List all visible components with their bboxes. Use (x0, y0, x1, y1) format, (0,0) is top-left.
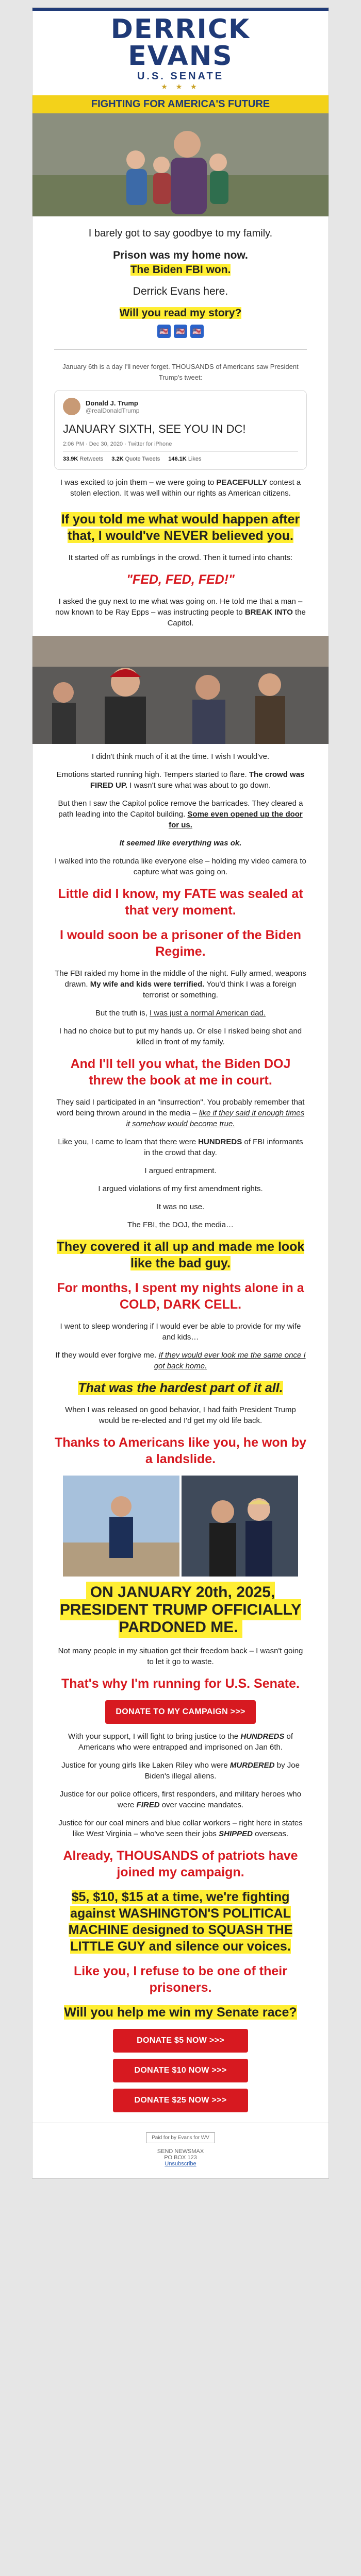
flag-row (54, 325, 307, 338)
pardon-p3: Justice for young girls like Laken Riley who were MURDERED by Joe Biden's illegal aliens. (61, 1761, 300, 1781)
tweet-retweets-label: Retweets (79, 456, 104, 462)
story-p2: It started off as rumblings in the crowd. Then it turned into chants: (68, 553, 293, 562)
intro-line3: The Biden FBI won. (130, 264, 231, 276)
story-p11: I had no choice but to put my hands up. Or else I risked being shot and killed in front of my family. (59, 1027, 302, 1046)
story-p1: I was excited to join them – we were going to PEACEFULLY contest a stolen election. It was well within our rights as American citizens. (60, 478, 301, 498)
story-highlight1: If you told me what would happen after that, I would've NEVER believed you. (61, 512, 300, 543)
story-p4: I didn't think much of it at the time. I wish I would've. (91, 752, 270, 761)
header-slogan: FIGHTING FOR AMERICA'S FUTURE (32, 95, 329, 113)
release-photos (32, 1476, 329, 1577)
tweet-author-name: Donald J. Trump (86, 399, 138, 407)
intro-line2: Prison was my home now. (113, 249, 248, 261)
story-red3: And I'll tell you what, the Biden DOJ threw the book at me in court. (70, 1057, 291, 1088)
avatar (63, 398, 80, 415)
donate-campaign-button[interactable]: DONATE TO MY CAMPAIGN >>> (105, 1700, 256, 1724)
tweet-quotes-count: 3.2K (111, 456, 124, 462)
pardon-refuse: Like you, I refuse to be one of their prisoners. (74, 1964, 287, 1995)
footer-line2: SEND NEWSMAX (157, 2148, 204, 2155)
tweet-likes-count: 146.1K (168, 456, 187, 462)
story-p14: I argued entrapment. (144, 1166, 217, 1175)
pardon-joined: Already, THOUSANDS of patriots have joined my campaign. (63, 1849, 298, 1879)
story-p15: I argued violations of my first amendment rights. (98, 1184, 263, 1193)
story-red4: For months, I spent my nights alone in a COLD, DARK CELL. (57, 1281, 304, 1312)
footer-line3: PO BOX 123 (164, 2155, 197, 2161)
story-p8: I walked into the rotunda like everyone else – holding my video camera to capture what was going on. (55, 857, 306, 876)
pardon-p5: Justice for our coal miners and blue collar workers – right here in states like West Virginia – who've seen their jobs SHIPPED overseas. (58, 1819, 303, 1838)
header-first-name: DERRICK (110, 14, 251, 45)
story-section (32, 477, 329, 629)
story-highlight2: They covered it all up and made me look like the bad guy. (56, 1240, 305, 1270)
release-photo-right (182, 1476, 298, 1577)
story-p19: If they would ever forgive me. If they would ever look me the same once I got back home. (55, 1351, 306, 1370)
story-p3: I asked the guy next to me what was going on. He told me that a man – now known to be Ray Epps – was instructing people to BREAK INTO the Capitol. (55, 597, 306, 628)
pardon-headline: ON JANUARY 20th, 2025, PRESIDENT TRUMP OFFICIALLY PARDONED ME. (60, 1582, 301, 1638)
pardon-p1: Not many people in my situation get their freedom back – I wasn't going to let it go to waste. (58, 1647, 303, 1666)
us-flag-icon: 🇺🇸 (174, 325, 187, 338)
unsubscribe-link[interactable]: Unsubscribe (165, 2161, 196, 2167)
capitol-crowd-photo (32, 636, 329, 744)
pardon-help: Will you help me win my Senate race? (64, 2005, 297, 2020)
campaign-header (32, 8, 329, 113)
paid-for-disclaimer: Paid for by Evans for WV (146, 2132, 215, 2143)
story-red2: I would soon be a prisoner of the Biden Regime. (59, 928, 302, 959)
pardon-p4: Justice for our police officers, first responders, and military heroes who were FIRED over vaccine mandates. (59, 1790, 302, 1809)
story-p10: But the truth is, I was just a normal American dad. (95, 1009, 266, 1018)
intro-line5: Will you read my story? (119, 307, 242, 319)
pardon-highlight: $5, $10, $15 at a time, we're fighting against WASHINGTON'S POLITICAL MACHINE designed to SQUASH THE LITTLE GUY and silence our voices. (68, 1890, 293, 1954)
story-highlight3: That was the hardest part of it all. (78, 1381, 283, 1395)
donate-5-button[interactable]: DONATE $5 NOW >>> (113, 2029, 248, 2053)
tweet-stats (63, 452, 298, 462)
header-senate: U.S. SENATE (137, 71, 224, 82)
embedded-tweet[interactable] (54, 390, 307, 470)
story-p6: But then I saw the Capitol police remove the barricades. They cleared a path leading into the Capitol building. Some even opened up the door for us. (58, 799, 303, 829)
pardon-running: That's why I'm running for U.S. Senate. (61, 1676, 300, 1691)
donate-25-button[interactable]: DONATE $25 NOW >>> (113, 2089, 248, 2112)
story-red1: Little did I know, my FATE was sealed at that very moment. (58, 887, 303, 918)
tweet-meta: 2:06 PM · Dec 30, 2020 · Twitter for iPhone (63, 441, 298, 452)
tweet-likes-label: Likes (188, 456, 202, 462)
story-p9: The FBI raided my home in the middle of the night. Fully armed, weapons drawn. My wife and kids were terrified. You'd think I was a foreign terrorist or something. (55, 969, 306, 999)
story-red5: Thanks to Americans like you, he won by a landslide. (54, 1435, 307, 1466)
donate-10-button[interactable]: DONATE $10 NOW >>> (113, 2059, 248, 2082)
story-p5: Emotions started running high. Tempers started to flare. The crowd was FIRED UP. I wasn't sure what was about to go down. (56, 770, 305, 790)
story-p16: It was no use. (156, 1202, 205, 1211)
story-p18: I went to sleep wondering if I would ever be able to provide for my wife and kids… (60, 1322, 301, 1342)
email-container (32, 7, 329, 2179)
story-p12: They said I participated in an "insurrection". You probably remember that word being thrown around in the media – like if they said it enough times it somehow would become true. (56, 1098, 305, 1128)
story-p13: Like you, I came to learn that there were HUNDREDS of FBI informants in the crowd that day. (58, 1138, 303, 1157)
divider (54, 349, 307, 350)
intro-line1: I barely got to say goodbye to my family. (88, 228, 273, 239)
release-photo-left (63, 1476, 179, 1577)
us-flag-icon: 🇺🇸 (157, 325, 171, 338)
context-text: January 6th is a day I'll never forget. THOUSANDS of Americans saw President Trump's tweet: (62, 363, 299, 381)
intro-line4: Derrick Evans here. (133, 285, 228, 297)
story-p7: It seemed like everything was ok. (119, 839, 242, 848)
header-last-name: EVANS (128, 41, 233, 72)
tweet-retweets-count: 33.9K (63, 456, 78, 462)
pardon-p2: With your support, I will fight to bring justice to the HUNDREDS of Americans who were entrapped and imprisoned on Jan 6th. (68, 1732, 293, 1752)
family-photo (32, 113, 329, 216)
story-p20: When I was released on good behavior, I had faith President Trump would be re-elected and I'd get my old life back. (65, 1405, 296, 1425)
tweet-quotes-label: Quote Tweets (125, 456, 160, 462)
story-chant: "FED, FED, FED!" (126, 572, 235, 587)
footer (32, 2123, 329, 2178)
pardon-section (32, 1584, 329, 2112)
us-flag-icon: 🇺🇸 (190, 325, 204, 338)
header-stars: ★ ★ ★ (161, 82, 200, 91)
tweet-author-handle: @realDonaldTrump (86, 406, 140, 414)
intro-section (32, 227, 329, 338)
story-p17: The FBI, the DOJ, the media… (127, 1221, 234, 1229)
tweet-text: JANUARY SIXTH, SEE YOU IN DC! (63, 422, 246, 435)
